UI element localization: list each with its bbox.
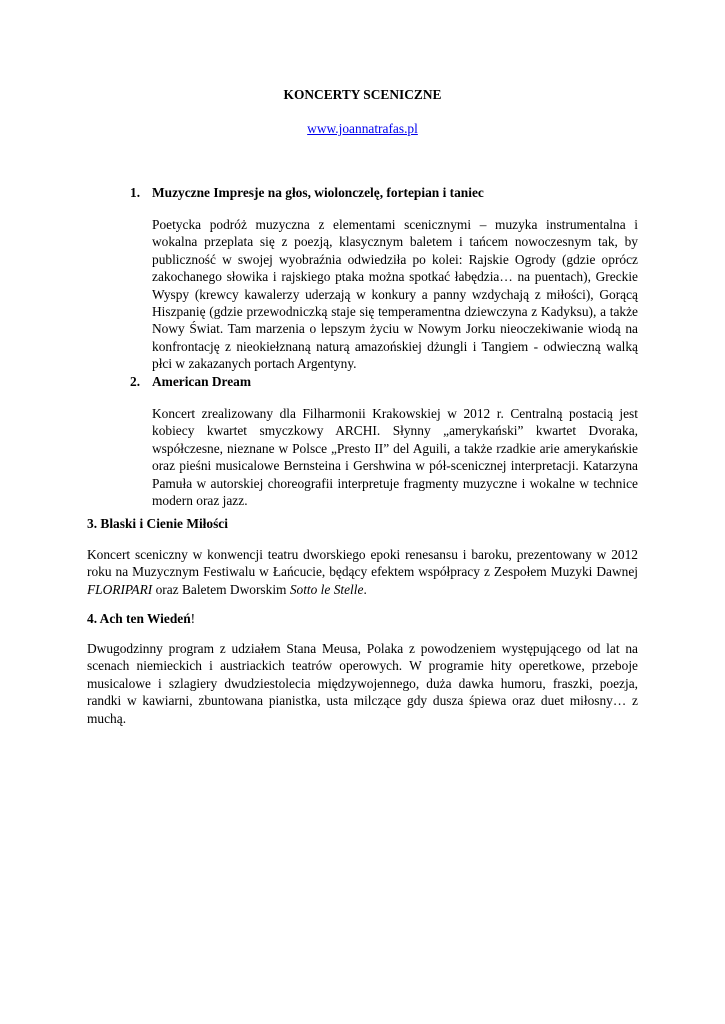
section-4-body: Dwugodzinny program z udziałem Stana Meusa, Polaka z powodzeniem występującego od lat na scenach niemieckich i austriackich teatrów operowych. W programie hity operetkowe, przeboje musicalowe i szlagiery dwudziestolecia międzywojennego, duża dawka humoru, fraszki, poezja, randki w kawiarni, zbuntowana pianistka, usta milczące gdy dusza śpiewa oraz duet miłosny… z muchą. [87,641,638,726]
section-3-ballet-name: Sotto le Stelle [289,581,364,597]
section-4-title-suffix: ! [190,611,196,626]
section-1-number: 1. [130,185,141,200]
section-3-heading: 3. Blaski i Cienie Miłości [87,516,228,531]
section-4-heading [87,610,195,627]
section-1-heading [130,184,484,201]
section-3-body [87,546,638,598]
website-link[interactable]: www.joannatrafas.pl [307,121,418,136]
section-4-title: 4. Ach ten Wiedeń [87,611,191,626]
section-2-title: American Dream [152,374,252,389]
section-1-title: Muzyczne Impresje na głos, wiolonczelę, fortepian i taniec [152,185,484,200]
section-1-body: Poetycka podróż muzyczna z elementami scenicznymi – muzyka instrumentalna i wokalna przeplata się z poezją, klasycznym baletem i tańcem nowoczesnym tak, by publiczność w swojej wyobraźnia odwiedziła po kolei: Rajskie Ogrody (gdzie oprócz zakochanego słowika i rajskiego ptaka można spotkać łabędzia… na puentach), Greckie Wyspy (krewcy kawalerzy uderzają w konkury a panny wzdychają z miłości), Gorącą Hiszpanię (gdzie przewodniczką staje się temperamentna dziewczyna z Kadyksu), a także Nowy Świat. Tam marzenia o lepszym życiu w Nowym Jorku nieoczekiwanie wiodą na konfrontację z nieokiełznaną naturą amazońskiej dżungli i Tangiem - odwieczną walką płci w zakazanych portach Argentyny. [152,217,638,372]
section-3-body-part1: Koncert sceniczny w konwencji teatru dworskiego epoki renesansu i baroku, prezentowany w 2012 roku na Muzycznym Festiwalu w Łańcucie, będący efektem współpracy z Zespołem Muzyki Dawnej [87,547,638,580]
section-3-body-part2: oraz Baletem Dworskim [152,581,290,597]
section-2-body: Koncert zrealizowany dla Filharmonii Krakowskiej w 2012 r. Centralną postacią jest kobiecy kwartet smyczkowy ARCHI. Słynny „amerykański” kwartet Dvoraka, współczesne, nieznane w Polsce „Presto II” del Aguili, a także rzadkie arie amerykańskie oraz pieśni musicalowe Bernsteina i Gershwina w pół-scenicznej interpretacji. Katarzyna Pamuła w autorskiej choreografii interpretuje fragmenty muzyczne i wokalne w technice modern oraz jazz. [152,406,638,509]
section-2-heading [130,373,251,390]
section-2-number: 2. [130,374,141,389]
section-3-ensemble-name: FLORIPARI [87,581,153,597]
section-3-body-part3: . [363,581,367,597]
page-title: KONCERTY SCENICZNE [283,87,442,102]
